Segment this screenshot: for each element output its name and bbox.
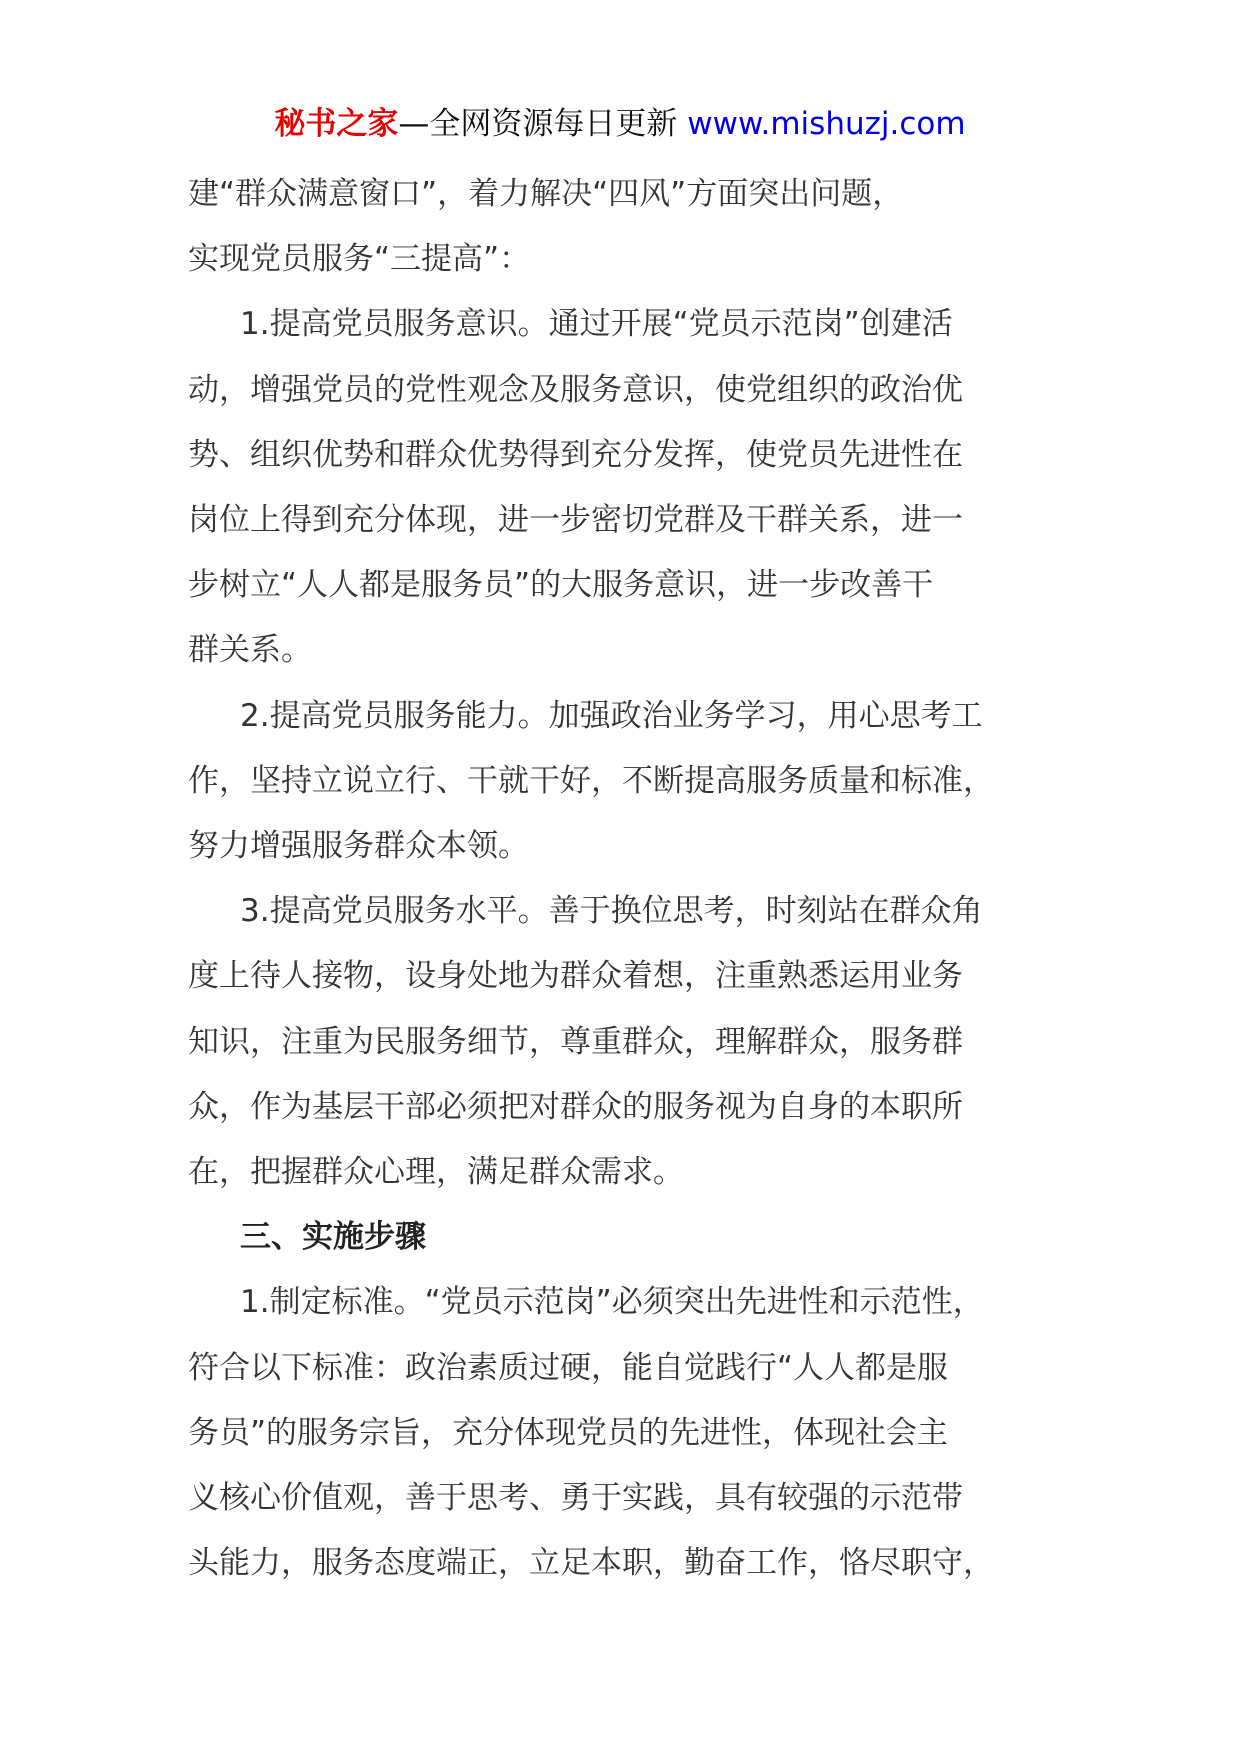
paragraph-line: 符合以下标准：政治素质过硬，能自觉践行“人人都是服 [188, 1349, 949, 1386]
paragraph-line: 作，坚持立说立行、干就干好，不断提高服务质量和标准， [188, 762, 994, 799]
header-url-link[interactable]: www.mishuzj.com [687, 106, 966, 142]
paragraph-line: 势、组织优势和群众优势得到充分发挥，使党员先进性在 [188, 436, 963, 473]
header-tagline: —全网资源每日更新 [398, 106, 678, 142]
section-heading: 三、实施步骤 [240, 1219, 426, 1256]
paragraph-line: 义核心价值观，善于思考、勇于实践，具有较强的示范带 [188, 1480, 963, 1517]
paragraph-line: 众，作为基层干部必须把对群众的服务视为自身的本职所 [188, 1088, 963, 1125]
paragraph-line: 3.提高党员服务水平。善于换位思考，时刻站在群众角 [240, 893, 983, 930]
paragraph-line: 在，把握群众心理，满足群众需求。 [188, 1154, 684, 1191]
paragraph-line: 岗位上得到充分体现，进一步密切党群及干群关系，进一 [188, 502, 963, 539]
paragraph-line: 努力增强服务群众本领。 [188, 828, 529, 865]
header-brand: 秘书之家 [274, 106, 399, 142]
paragraph-line: 1.制定标准。“党员示范岗”必须突出先进性和示范性， [240, 1284, 984, 1321]
paragraph-line: 步树立“人人都是服务员”的大服务意识，进一步改善干 [188, 567, 934, 604]
paragraph-line: 实现党员服务“三提高”： [188, 241, 531, 278]
paragraph-line: 群关系。 [188, 632, 312, 669]
paragraph-line: 度上待人接物，设身处地为群众着想，注重熟悉运用业务 [188, 958, 963, 995]
paragraph-line: 1.提高党员服务意识。通过开展“党员示范岗”创建活 [240, 306, 953, 343]
paragraph-line: 知识，注重为民服务细节，尊重群众，理解群众，服务群 [188, 1023, 963, 1060]
page-header [0, 102, 1240, 146]
document-body [188, 162, 1068, 1596]
paragraph-line: 头能力，服务态度端正，立足本职，勤奋工作，恪尽职守， [188, 1545, 994, 1582]
paragraph-line: 务员”的服务宗旨，充分体现党员的先进性，体现社会主 [188, 1414, 949, 1451]
paragraph-line: 2.提高党员服务能力。加强政治业务学习，用心思考工 [240, 697, 983, 734]
paragraph-line: 建“群众满意窗口”，着力解决“四风”方面突出问题， [188, 176, 904, 212]
paragraph-line: 动，增强党员的党性观念及服务意识，使党组织的政治优 [188, 371, 963, 408]
